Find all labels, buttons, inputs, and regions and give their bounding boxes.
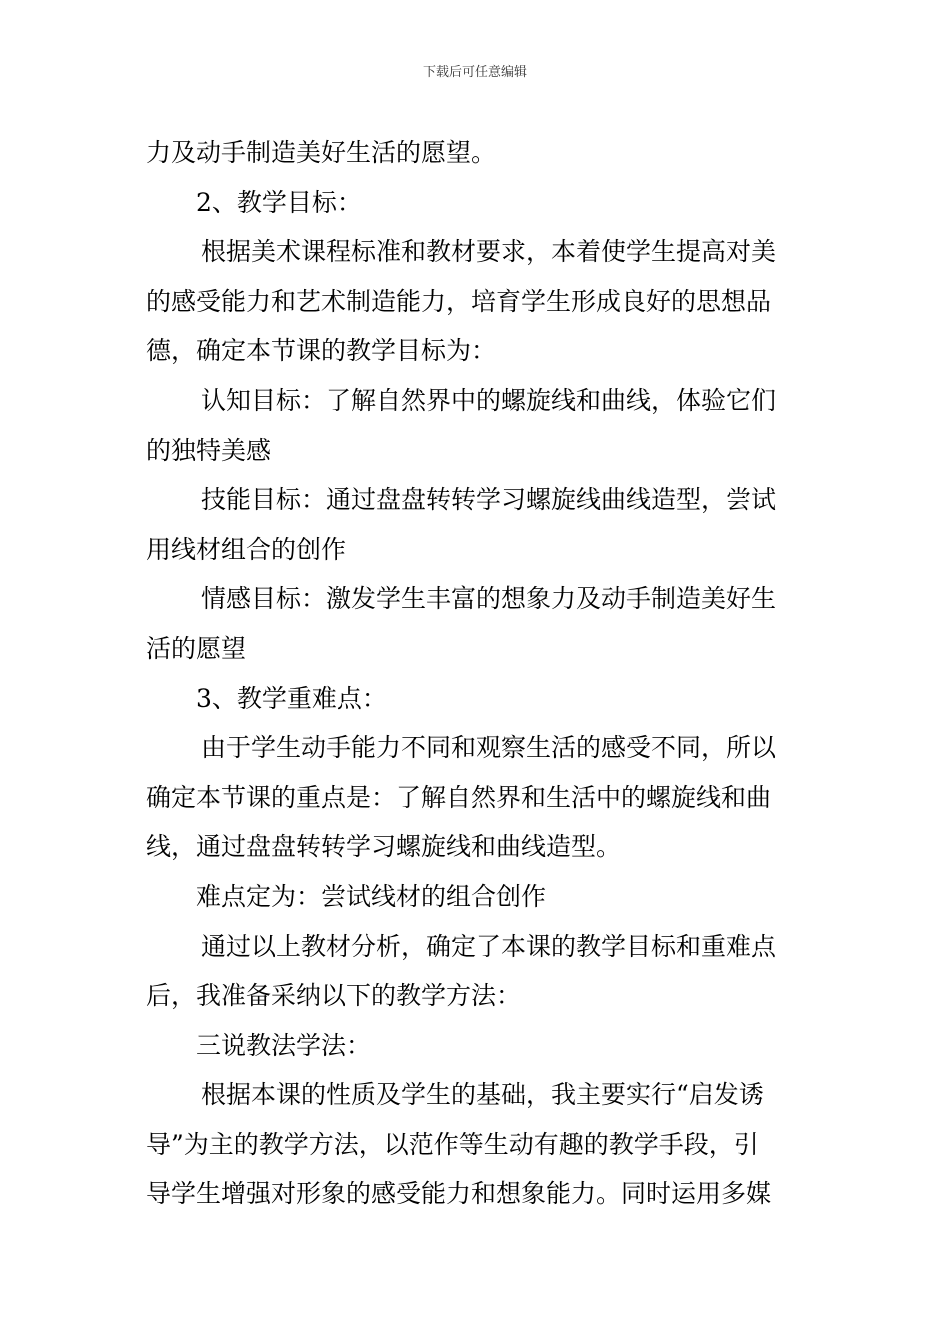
section-heading: 三说教法学法：: [196, 1030, 372, 1060]
section-heading: 2、教学目标：: [196, 187, 362, 217]
text-line: 德，确定本节课的教学目标为：: [146, 336, 497, 366]
text-line: 确定本节课的重点是：了解自然界和生活中的螺旋线和曲: [146, 782, 772, 812]
text-line: 根据美术课程标准和教材要求，本着使学生提高对美: [201, 237, 777, 267]
body-text: [146, 128, 806, 1219]
text-line: 根据本课的性质及学生的基础，我主要实行“启发诱: [201, 1080, 764, 1110]
text-line: 线，通过盘盘转转学习螺旋线和曲线造型。: [146, 832, 622, 862]
text-line: 后，我准备采纳以下的教学方法：: [146, 981, 522, 1011]
text-line: 力及动手制造美好生活的愿望。: [146, 138, 497, 167]
text-line: 活的愿望: [146, 633, 247, 663]
page-header: 下载后可任意编辑: [422, 65, 527, 80]
text-line: 通过以上教材分析，确定了本课的教学目标和重难点: [201, 931, 777, 961]
text-line: 难点定为：尝试线材的组合创作: [196, 881, 547, 911]
text-line: 导”为主的教学方法，以范作等生动有趣的教学手段，引: [146, 1129, 759, 1159]
text-line: 情感目标：激发学生丰富的想象力及动手制造美好生: [201, 584, 777, 614]
text-line: 认知目标：了解自然界中的螺旋线和曲线，体验它们: [201, 385, 777, 415]
text-line: 的感受能力和艺术制造能力，培育学生形成良好的思想品: [146, 286, 772, 316]
section-heading: 3、教学重难点：: [196, 683, 387, 713]
text-line: 的独特美感: [146, 435, 272, 465]
text-line: 用线材组合的创作: [146, 534, 347, 564]
text-line: 技能目标：通过盘盘转转学习螺旋线曲线造型，尝试: [201, 485, 777, 515]
text-line: 由于学生动手能力不同和观察生活的感受不同，所以: [201, 733, 777, 763]
text-line: 导学生增强对形象的感受能力和想象能力。同时运用多媒: [146, 1179, 772, 1209]
